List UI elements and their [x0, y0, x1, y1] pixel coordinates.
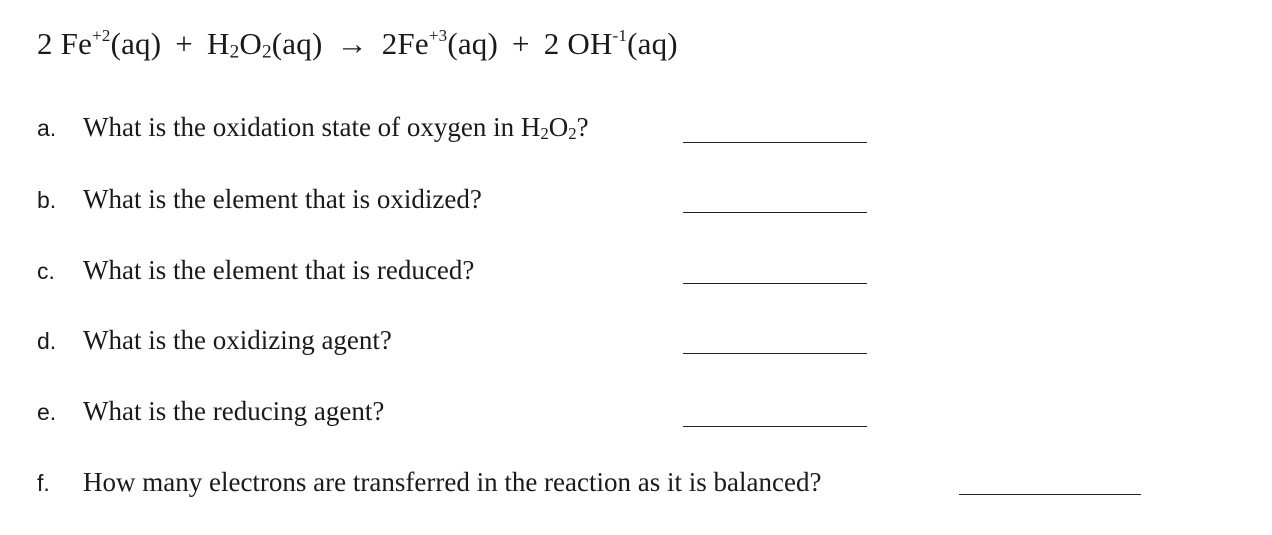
question-letter: f.: [37, 470, 50, 496]
redox-equation: [37, 26, 678, 62]
question-e: [37, 396, 384, 427]
question-letter: c.: [37, 258, 55, 284]
question-letter: e.: [37, 399, 57, 425]
question-c: [37, 255, 474, 286]
question-text: What is the element that is oxidized?: [83, 184, 482, 214]
question-text: What is the reducing agent?: [83, 396, 385, 426]
peroxide-o: O: [239, 26, 262, 61]
answer-blank-c[interactable]: [683, 283, 867, 284]
peroxide-state: (aq): [271, 26, 323, 61]
question-letter: a.: [37, 115, 57, 141]
question-text: What is the element that is reduced?: [83, 255, 475, 285]
reactant-fe-coefficient: 2 Fe: [37, 26, 93, 61]
question-a: [37, 112, 589, 143]
answer-blank-a[interactable]: [683, 142, 867, 143]
product-fe-state: (aq): [447, 26, 499, 61]
answer-blank-e[interactable]: [683, 426, 867, 427]
hydroxide-charge: -1: [612, 26, 628, 45]
question-text: What is the oxidizing agent?: [83, 325, 392, 355]
reactant-fe-state: (aq): [110, 26, 162, 61]
peroxide-h: H: [206, 26, 230, 61]
hydroxide-state: (aq): [627, 26, 678, 61]
peroxide-h-subscript: 2: [229, 41, 240, 63]
answer-blank-f[interactable]: [959, 494, 1141, 495]
hydroxide: 2 OH: [543, 26, 613, 61]
peroxide-o-subscript: 2: [261, 41, 272, 63]
question-b: [37, 184, 482, 215]
question-f: [37, 467, 821, 498]
question-letter: b.: [37, 187, 57, 213]
plus-sign: +: [175, 26, 193, 61]
question-letter: d.: [37, 328, 57, 354]
reaction-arrow-icon: →: [336, 26, 368, 61]
product-fe-charge: +3: [428, 26, 448, 45]
reactant-fe-charge: +2: [92, 26, 111, 45]
answer-blank-b[interactable]: [683, 212, 867, 213]
plus-sign: +: [512, 26, 530, 61]
answer-blank-d[interactable]: [683, 353, 867, 354]
product-fe-coefficient: 2Fe: [381, 26, 429, 61]
question-text: How many electrons are transferred in the reaction as it is balanced?: [83, 467, 822, 497]
question-text: What is the oxidation state of oxygen in $H_2O_2$?: [83, 112, 589, 143]
question-d: [37, 325, 392, 356]
